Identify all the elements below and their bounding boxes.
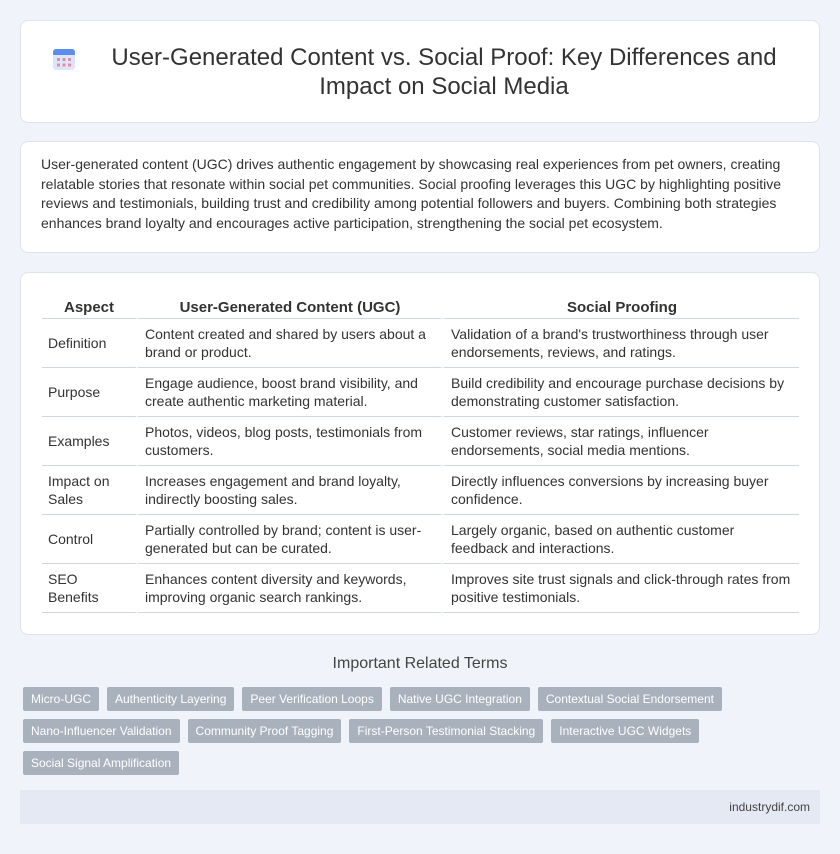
title-card — [20, 20, 820, 123]
page-title: User-Generated Content vs. Social Proof: Key Differences and Impact on Social Media — [111, 44, 777, 100]
table-header-row — [42, 295, 799, 319]
row-aspect: SEO Benefits — [42, 564, 136, 613]
table-row — [42, 417, 799, 466]
row-ugc: Engage audience, boost brand visibility, and create authentic marketing material. — [136, 368, 442, 417]
table-row — [42, 319, 799, 368]
related-term-tag[interactable]: Community Proof Tagging — [188, 719, 342, 743]
header-social-proofing: Social Proofing — [442, 295, 799, 319]
row-ugc: Photos, videos, blog posts, testimonials from customers. — [136, 417, 442, 466]
header-ugc: User-Generated Content (UGC) — [136, 295, 442, 319]
row-aspect: Examples — [42, 417, 136, 466]
intro-card — [20, 141, 820, 253]
header-aspect: Aspect — [42, 295, 136, 319]
row-ugc: Increases engagement and brand loyalty, indirectly boosting sales. — [136, 466, 442, 515]
row-social-proofing: Customer reviews, star ratings, influencer endorsements, social media mentions. — [442, 417, 799, 466]
row-social-proofing: Build credibility and encourage purchase decisions by demonstrating customer satisfaction. — [442, 368, 799, 417]
row-ugc: Content created and shared by users about a brand or product. — [136, 319, 442, 368]
row-social-proofing: Largely organic, based on authentic customer feedback and interactions. — [442, 515, 799, 564]
related-term-tag[interactable]: Authenticity Layering — [107, 687, 234, 711]
row-social-proofing: Validation of a brand's trustworthiness through user endorsements, reviews, and ratings. — [442, 319, 799, 368]
related-term-tag[interactable]: Interactive UGC Widgets — [551, 719, 699, 743]
comparison-card — [20, 272, 820, 635]
related-term-tag[interactable]: Social Signal Amplification — [23, 751, 179, 775]
related-term-tag[interactable]: Peer Verification Loops — [242, 687, 381, 711]
row-ugc: Partially controlled by brand; content is user-generated but can be curated. — [136, 515, 442, 564]
row-social-proofing: Directly influences conversions by increasing buyer confidence. — [442, 466, 799, 515]
related-term-tag[interactable]: First-Person Testimonial Stacking — [349, 719, 543, 743]
title-row — [21, 43, 819, 101]
calendar-icon — [51, 46, 77, 72]
related-term-tag[interactable]: Native UGC Integration — [390, 687, 530, 711]
row-aspect: Control — [42, 515, 136, 564]
row-ugc: Enhances content diversity and keywords, improving organic search rankings. — [136, 564, 442, 613]
table-row — [42, 466, 799, 515]
table-row — [42, 564, 799, 613]
footer — [20, 790, 820, 824]
row-social-proofing: Improves site trust signals and click-through rates from positive testimonials. — [442, 564, 799, 613]
related-terms-list — [23, 687, 723, 775]
table-row — [42, 515, 799, 564]
table-row — [42, 368, 799, 417]
row-aspect: Definition — [42, 319, 136, 368]
intro-paragraph: User-generated content (UGC) drives authentic engagement by showcasing real experiences from pet owners, creating relatable stories that resonate within social pet communities. Social proofing leverages this UGC by highlighting positive reviews and testimonials, building trust and credibility among potential followers and buyers. Combining both strategies enhances brand loyalty and encourages active participation, strengthening the social pet ecosystem. — [41, 156, 782, 231]
related-term-tag[interactable]: Nano-Influencer Validation — [23, 719, 180, 743]
related-term-tag[interactable]: Micro-UGC — [23, 687, 99, 711]
row-aspect: Impact on Sales — [42, 466, 136, 515]
row-aspect: Purpose — [42, 368, 136, 417]
comparison-table — [42, 295, 799, 613]
related-terms-heading: Important Related Terms — [332, 655, 508, 672]
footer-source[interactable]: industrydif.com — [729, 800, 810, 814]
related-term-tag[interactable]: Contextual Social Endorsement — [538, 687, 722, 711]
